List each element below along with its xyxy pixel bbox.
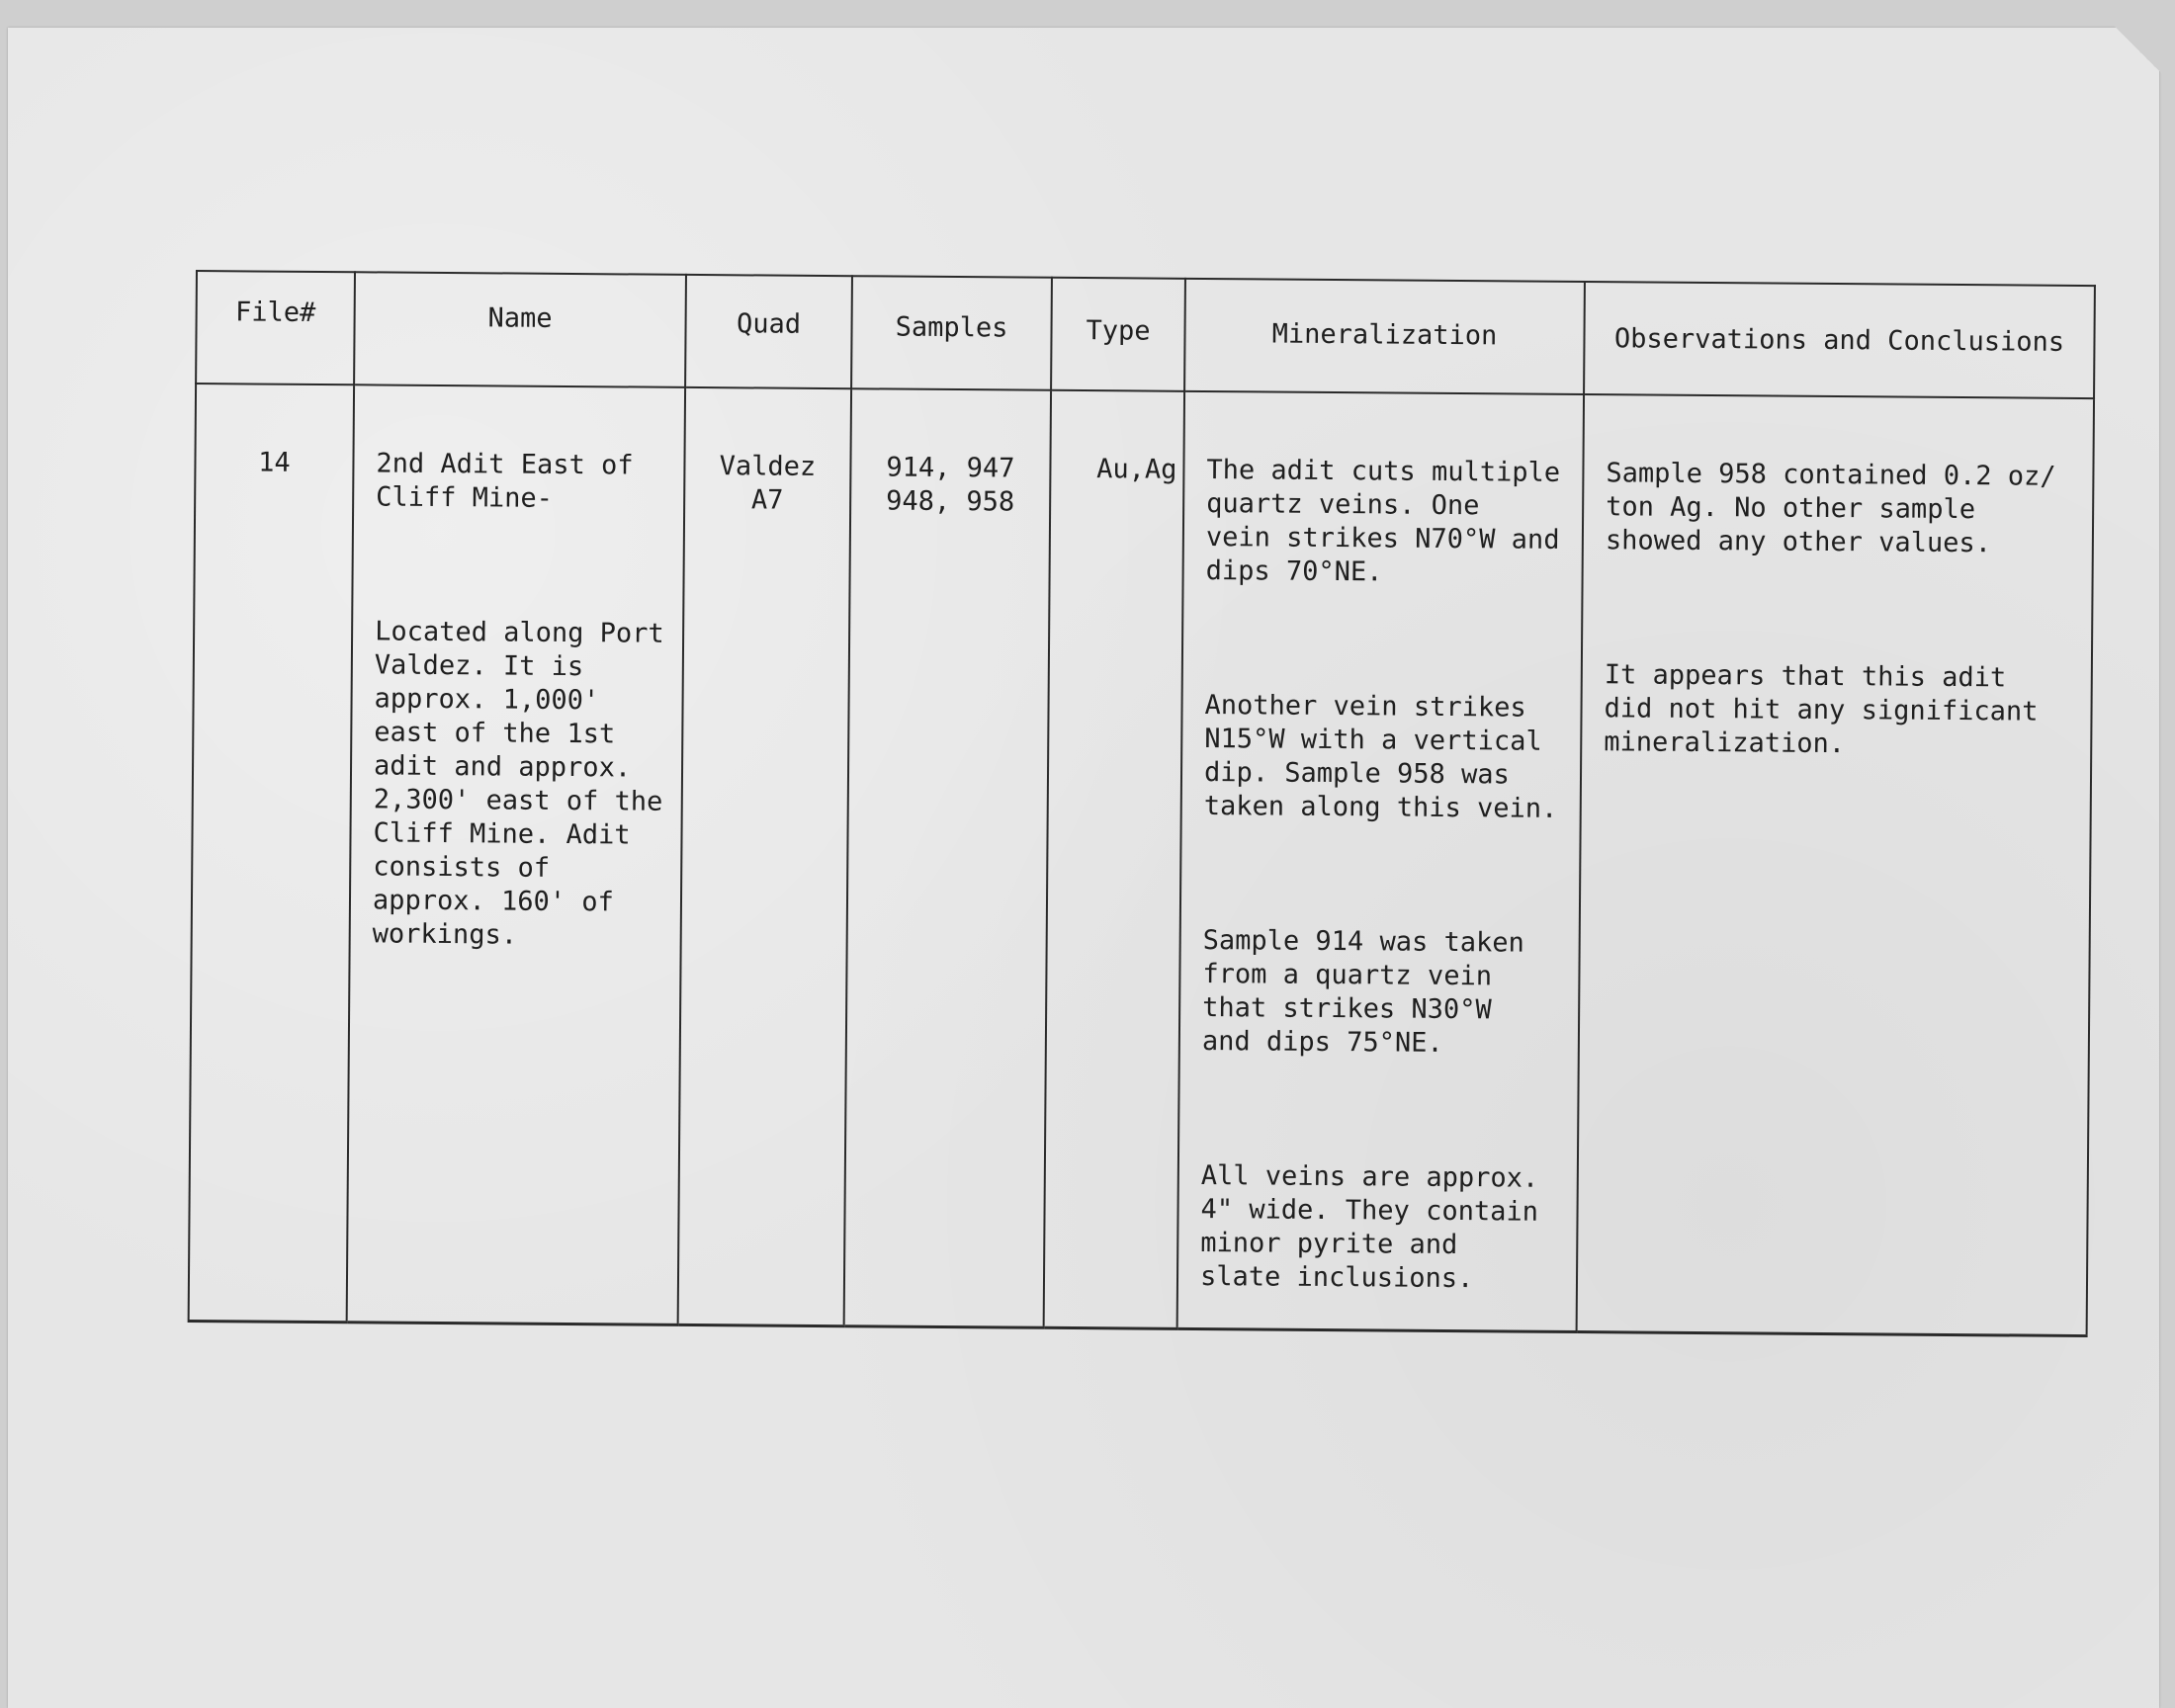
- observations-paragraph-2: It appears that this adit did not hit any significant mineralization.: [1604, 659, 2039, 760]
- cell-file: [189, 384, 354, 1323]
- cell-name: [347, 384, 685, 1324]
- paragraph-gap: [1203, 857, 1579, 894]
- header-mineralization: Mineralization: [1184, 279, 1585, 394]
- cell-quad: [678, 387, 851, 1326]
- mineralization-paragraph-3: Sample 914 was taken from a quartz vein that strikes N30°W and dips 75°NE.: [1201, 925, 1524, 1059]
- type-value: Au,Ag: [1096, 454, 1177, 485]
- paragraph-gap: [1205, 622, 1581, 658]
- header-name: Name: [354, 272, 686, 387]
- mineralization-paragraph-1: The adit cuts multiple quartz veins. One vein strikes N70°W and dips 70°NE.: [1205, 455, 1561, 588]
- cell-mineralization: [1177, 391, 1584, 1332]
- mineralization-paragraph-2: Another vein strikes N15°W with a vertical dip. Sample 958 was taken along this vein.: [1203, 690, 1558, 824]
- mine-data-table: [188, 270, 2096, 1337]
- header-quad: Quad: [685, 275, 852, 388]
- mineralization-paragraph-4: All veins are approx. 4" wide. They contain minor pyrite and slate inclusions.: [1199, 1160, 1539, 1295]
- paragraph-gap: [376, 548, 683, 583]
- file-number: 14: [258, 447, 291, 478]
- name-description: Located along Port Valdez. It is approx. 1,000' east of the 1st adit and approx. 2,300' east of the Cliff Mine. Adit consists of approx. 160' of workings.: [372, 616, 664, 951]
- header-samples: Samples: [851, 276, 1052, 390]
- folded-corner: [2108, 20, 2167, 79]
- table-header-row: [196, 271, 2095, 398]
- header-type: Type: [1051, 278, 1185, 391]
- header-file: File#: [196, 271, 355, 384]
- header-observations: Observations and Conclusions: [1584, 282, 2095, 398]
- cell-samples: [844, 388, 1051, 1327]
- mine-data-table-wrapper: [190, 270, 2094, 1295]
- document-page: [8, 28, 2159, 1708]
- name-title: 2nd Adit East of Cliff Mine-: [376, 448, 634, 514]
- samples-value: 914, 947 948, 958: [886, 452, 1015, 518]
- table-row: [189, 384, 2094, 1336]
- cell-observations: [1577, 394, 2094, 1336]
- paragraph-gap: [1605, 591, 2091, 629]
- quad-value: Valdez A7: [719, 451, 817, 516]
- observations-paragraph-1: Sample 958 contained 0.2 oz/ ton Ag. No other sample showed any other values.: [1605, 458, 2056, 559]
- cell-type: [1044, 390, 1184, 1329]
- paragraph-gap: [1201, 1092, 1577, 1129]
